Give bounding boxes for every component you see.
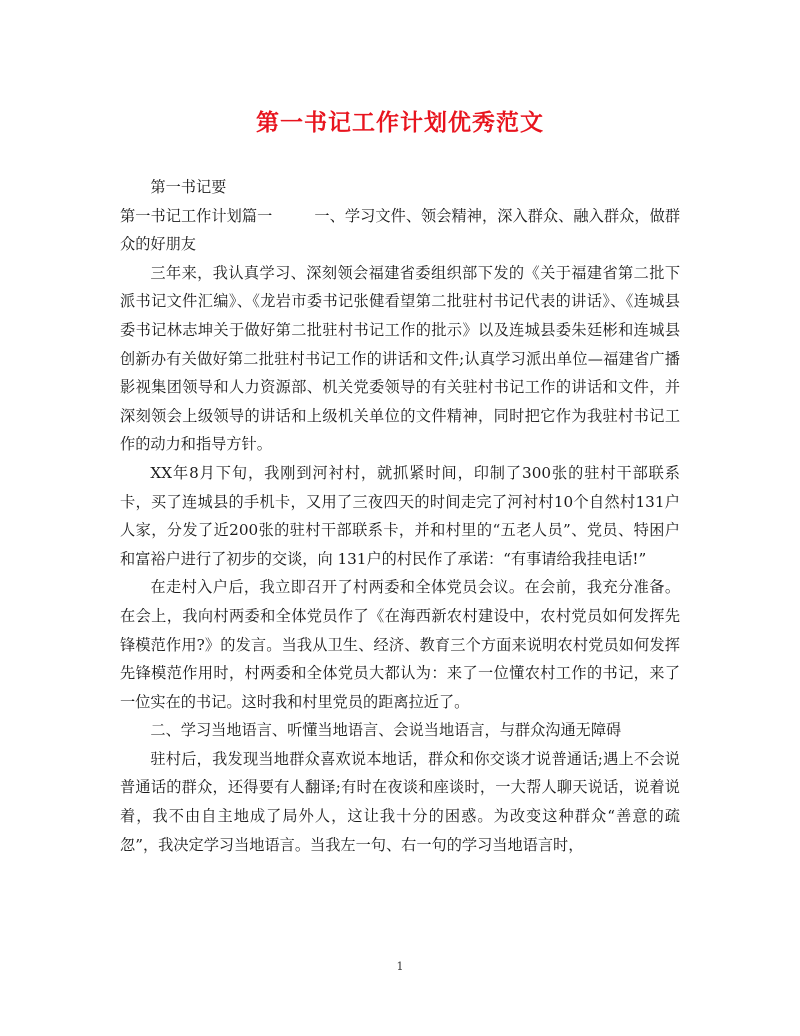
paragraph: [120, 716, 680, 745]
paragraph: [120, 459, 680, 573]
paragraph: [120, 202, 680, 259]
paragraph-text: 第一书记要: [150, 178, 227, 196]
document-body: [120, 173, 680, 859]
paragraph: [120, 745, 680, 859]
paragraph: [120, 573, 680, 716]
paragraph-text: 二、学习当地语言、听懂当地语言、会说当地语言，与群众沟通无障碍: [150, 721, 622, 740]
page-number: 1: [396, 960, 404, 973]
section-heading: 第一书记工作计划篇一: [120, 206, 273, 225]
paragraph-text: 在走村入户后，我立即召开了村两委和全体党员会议。在会前，我充分准备。在会上，我向村两委和全体党员作了《在海西新农村建设中，农村党员如何发挥先锋模范作用?》的发言。当我从卫生、经济、教育三个方面来说明农村党员如何发挥先锋模范作用时，村两委和全体党员大都认为：来了一位懂农村工作的书记，来了一位实在的书记。这时我和村里党员的距离拉近了。: [120, 578, 680, 711]
paragraph: [120, 259, 680, 459]
paragraph: [120, 173, 680, 202]
paragraph-text: 驻村后，我发现当地群众喜欢说本地话，群众和你交谈才说普通话;遇上不会说普通话的群众，还得要有人翻译;有时在夜谈和座谈时，一大帮人聊天说话，说着说着，我不由自主地成了局外人，这让我十分的困惑。为改变这种群众“善意的疏忽”，我决定学习当地语言。当我左一句、右一句的学习当地语言时，: [120, 749, 680, 854]
paragraph-text: 一、学习文件、领会精神，深入群众、融入群众，做群众的好朋友: [120, 206, 681, 254]
paragraph-text: XX年8月下旬，我刚到河衬村，就抓紧时间，印制了300张的驻村干部联系卡，买了连城县的手机卡，又用了三夜四天的时间走完了河衬村10个自然村131户人家，分发了近200张的驻村干部联系卡，并和村里的“五老人员”、党员、特困户和富裕户进行了初步的交谈，向 131户的村民作了承诺：“有事请给我挂电话!”: [120, 463, 680, 568]
paragraph-text: 三年来，我认真学习、深刻领会福建省委组织部下发的《关于福建省第二批下派书记文件汇编》、《龙岩市委书记张健看望第二批驻村书记代表的讲话》、《连城县委书记林志坤关于做好第二批驻村书记工作的批示》以及连城县委朱廷彬和连城县创新办有关做好第二批驻村书记工作的讲话和文件;认真学习派出单位—福建省广播影视集团领导和人力资源部、机关党委领导的有关驻村书记工作的讲话和文件，并深刻领会上级领导的讲话和上级机关单位的文件精神，同时把它作为我驻村书记工作的动力和指导方针。: [120, 263, 680, 454]
document-title: 第一书记工作计划优秀范文: [256, 109, 544, 136]
